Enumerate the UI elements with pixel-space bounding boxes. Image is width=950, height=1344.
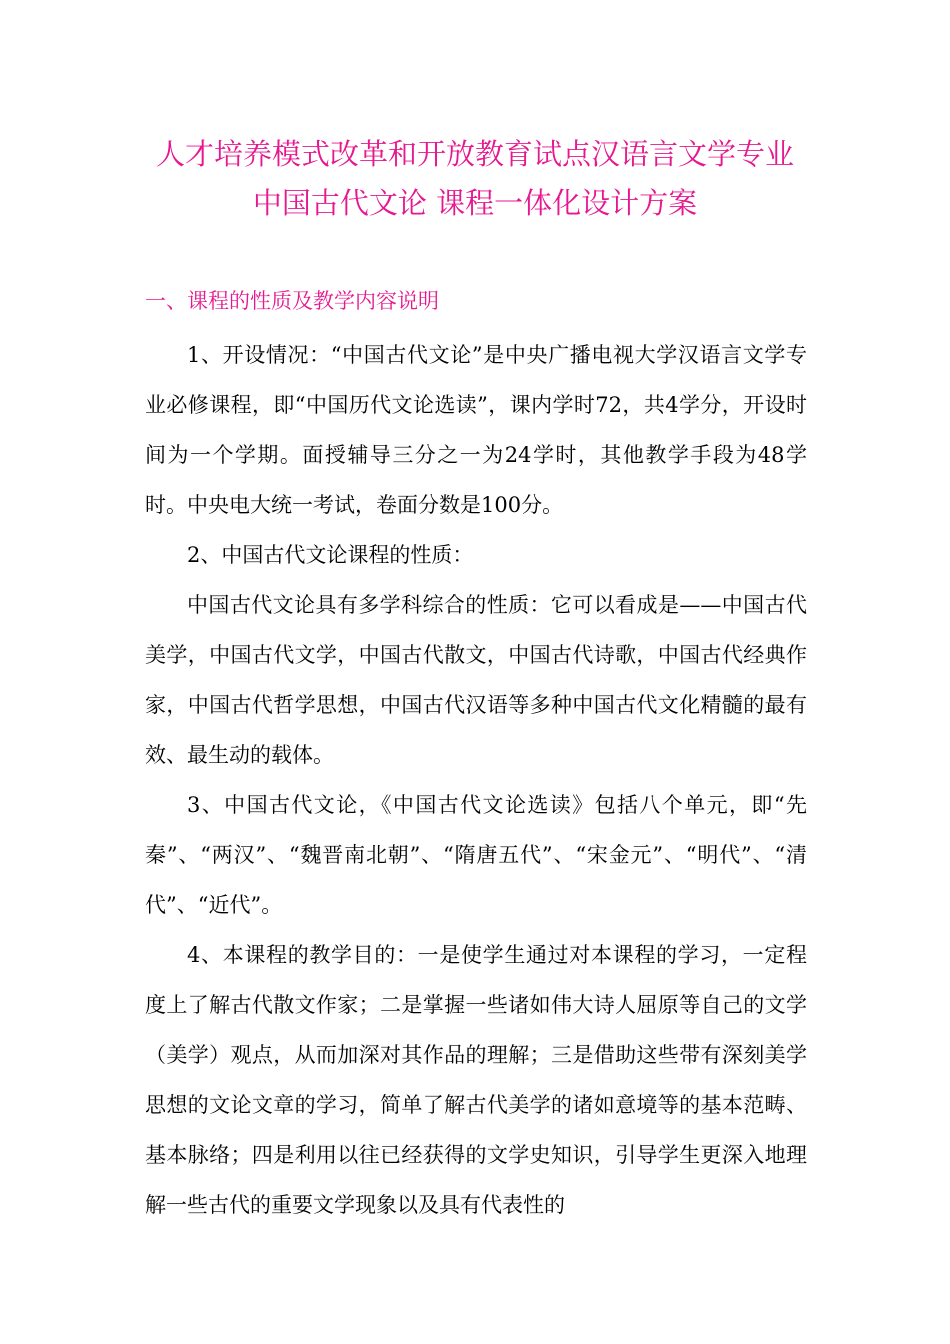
paragraph-course-nature: 中国古代文论具有多学科综合的性质：它可以看成是——中国古代美学，中国古代文学，中国古代散文，中国古代诗歌，中国古代经典作家，中国古代哲学思想，中国古代汉语等多种中国古代文化精髓的最有效、最生动的载体。 xyxy=(145,593,807,767)
section-heading: 一、课程的性质及教学内容说明 xyxy=(145,289,439,313)
paragraph-course-setup: 1、开设情况：“中国古代文论”是中央广播电视大学汉语言文学专业必修课程，即“中国历代文论选读”，课内学时72，共4学分，开设时间为一个学期。面授辅导三分之一为24学时，其他教学手段为48学时。中央电大统一考试，卷面分数是100分。 xyxy=(145,343,807,517)
paragraph-course-units: 3、中国古代文论，《中国古代文论选读》包括八个单元，即“先秦”、“两汉”、“魏晋南北朝”、“隋唐五代”、“宋金元”、“明代”、“清代”、“近代”。 xyxy=(145,793,807,917)
document-title-line-1: 人才培养模式改革和开放教育试点汉语言文学专业 xyxy=(155,137,794,171)
paragraph-teaching-goals: 4、本课程的教学目的：一是使学生通过对本课程的学习，一定程度上了解古代散文作家；二是掌握一些诸如伟大诗人屈原等自己的文学（美学）观点，从而加深对其作品的理解；三是借助这些带有深刻美学思想的文论文章的学习，简单了解古代美学的诸如意境等的基本范畴、基本脉络；四是利用以往已经获得的文学史知识，引导学生更深入地理解一些古代的重要文学现象以及具有代表性的 xyxy=(145,943,807,1217)
document-title-line-2: 中国古代文论 课程一体化设计方案 xyxy=(252,186,698,220)
paragraph-course-nature-heading: 2、中国古代文论课程的性质： xyxy=(187,543,474,567)
